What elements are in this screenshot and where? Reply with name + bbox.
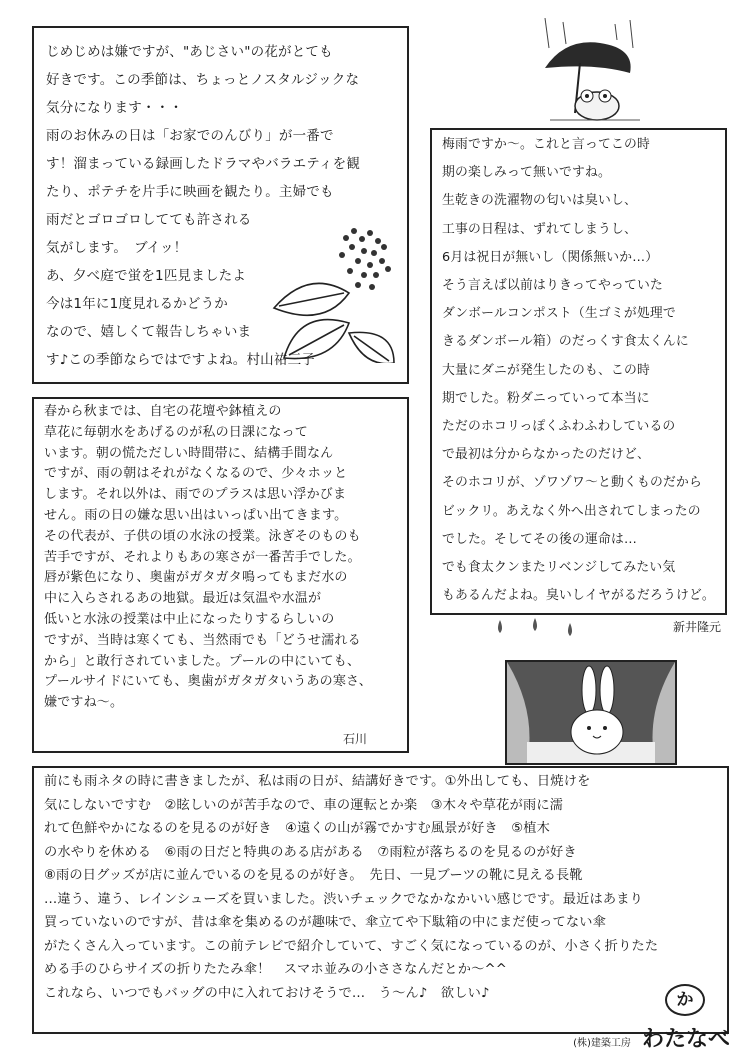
essay-box-hydrangea (32, 26, 409, 384)
text-line: 梅雨ですか〜。これと言ってこの時 (442, 137, 650, 152)
text-line: ですが、当時は寒くても、当然雨でも「どうせ濡れる (44, 632, 361, 648)
frog-umbrella-illustration (535, 18, 645, 128)
hydrangea-floret (359, 236, 365, 242)
text-line: プールサイドにいても、奥歯がガタガタいうあの寒さ、 (44, 674, 372, 690)
text-line: 生乾きの洗濯物の匂いは臭いし、 (442, 193, 637, 209)
text-line: もあるんだよね。臭いしイヤがるだろうけど。 (442, 588, 715, 604)
text-line: 気にしないですむ ②眩しいのが苦手なので、車の運転とか楽 ③木々や草花が雨に濡 (44, 797, 564, 813)
text-line: ⑧雨の日グッズが店に並んでいるのを見るのが好き。 先日、一見ブーツの靴に見える長靴 (44, 868, 583, 883)
essay-box-rainy-goods (32, 766, 729, 1034)
text-line: きるダンボール箱）のだっくす食太くんに (442, 334, 689, 350)
text-line: 期の楽しみって無いですね。 (442, 165, 611, 181)
hydrangea-floret (351, 228, 357, 234)
text-line: から」と敢行されていました。プールの中にいても、 (44, 653, 361, 669)
text-line: ダンボールコンポスト（生ゴミが処理で (442, 306, 676, 322)
text-line: 今は1年に1度見れるかどうか (46, 296, 228, 312)
hydrangea-floret (369, 284, 375, 290)
page-badge-text: か (676, 990, 694, 1010)
text-line: します。それ以外は、雨でのプラスは思い浮かびま (44, 487, 347, 503)
text-line: 中に入らされるあの地獄。最近は気温や水温が (44, 591, 322, 607)
hydrangea-floret (367, 230, 373, 236)
text-line: 期でした。粉ダニっていって本当に (442, 390, 650, 406)
rabbit-window-illustration (505, 660, 677, 765)
text-line: あ、夕べ庭で蛍を1匹見ましたよ (46, 268, 247, 284)
hydrangea-floret (385, 266, 391, 272)
text-line: 苦手ですが、それよりもあの寒さが一番苦手でした。 (44, 549, 361, 565)
text-line: じめじめは嫌ですが、"あじさい"の花がとても (46, 44, 333, 60)
text-line: でした。そしてその後の運命は… (442, 531, 637, 547)
hydrangea-illustration (254, 213, 404, 363)
text-line: がたくさん入っています。この前テレビで紹介していて、すごく気になっているのが、小さく折りたた (44, 938, 659, 954)
text-line: でも食太クンまたリベンジしてみたい気 (442, 560, 676, 575)
text-line: せん。雨の日の嫌な思い出はいっぱい出てきます。 (44, 508, 348, 523)
rabbit-icon (507, 662, 675, 763)
text-line: 好きです。この季節は、ちょっとノスタルジックな (46, 72, 360, 88)
hydrangea-floret (361, 248, 367, 254)
essay-box-rainy-season (430, 128, 727, 634)
text-line: 気がします。 ブイッ！ (46, 240, 188, 256)
text-line: これなら、いつでもバッグの中に入れておけそうで… う〜ん♪ 欲しい♪ (44, 985, 490, 1001)
text-line: 唇が紫色になり、奥歯がガタガタ鳴ってもまだ水の (44, 570, 348, 586)
text-line: ビックリ。あえなく外へ出されてしまったの (442, 503, 701, 519)
author-signature: 新井隆元 (672, 620, 721, 634)
hydrangea-floret (367, 262, 373, 268)
text-line: そう言えば以前はりきってやっていた (442, 278, 663, 293)
author-signature: 石川 (342, 732, 367, 746)
text-line: ただのホコリっぽくふわふわしているの (442, 419, 676, 434)
text-line: 雨のお休みの日は「お家でのんびり」が一番で (46, 128, 334, 144)
text-line: …違う、違う、レインシューズを買いました。渋いチェックでなかなかいい感じです。最近はあまり (44, 891, 644, 907)
text-line: す！溜まっている録画したドラマやバラエティを観 (46, 156, 361, 172)
text-line: 前にも雨ネタの時に書きましたが、私は雨の日が、結講好きです。①外出しても、日焼けを (44, 774, 591, 789)
text-line: そのホコリが、ゾワゾワ〜と動くものだから (442, 475, 702, 491)
text-line: の水やりを休める ⑥雨の日だと特典のある店がある ⑦雨粒が落ちるのを見るのが好き (44, 844, 577, 860)
text-line: その代表が、子供の頃の水泳の授業。泳ぎそのものも (44, 528, 361, 544)
hydrangea-floret (361, 272, 367, 278)
text-line: 気分になります・・・ (46, 100, 183, 116)
text-line: 嫌ですね〜。 (44, 695, 124, 711)
hydrangea-floret (339, 252, 345, 258)
text-line: 買っていないのですが、昔は傘を集めるのが趣味で、傘立てや下駄箱の中にまだ使ってない傘 (44, 915, 607, 930)
text-line: なので、嬉しくて報告しちゃいま (46, 324, 252, 340)
company-prefix: (株)建築工房 (573, 1038, 631, 1049)
text-line: 6月は祝日が無いし（関係無いか…） (442, 249, 659, 265)
text-line: 草花に毎朝水をあげるのが私の日課になって (44, 424, 309, 440)
text-line: 雨だとゴロゴロしてても許される (46, 212, 252, 228)
hydrangea-floret (371, 250, 377, 256)
company-logo (573, 1022, 730, 1053)
text-line: 春から秋までは、自宅の花壇や鉢植えの (44, 404, 282, 419)
hydrangea-floret (355, 282, 361, 288)
hydrangea-floret (373, 272, 379, 278)
text-line: める手のひらサイズの折りたたみ傘！ スマホ並みの小ささなんだとか〜^^ (44, 962, 507, 977)
text-line: います。朝の慌ただしい時間帯に、結構手間なん (44, 445, 334, 461)
text-line: 工事の日程は、ずれてしまうし、 (442, 221, 637, 237)
text-line: れて色鮮やかになるのを見るのが好き ④遠くの山が霧でかすむ風景が好き ⑤植木 (44, 821, 550, 836)
hydrangea-floret (375, 238, 381, 244)
text-line: 大量にダニが発生したのも、この時 (442, 362, 650, 378)
text-line: 低いと水泳の授業は中止になったりするらしいの (44, 612, 335, 627)
hydrangea-floret (381, 244, 387, 250)
text-line: で最初は分からなかったのだけど、 (442, 447, 650, 463)
company-name: わたなべ (641, 1026, 730, 1052)
text-line: たり、ポテチを片手に映画を観たり。主婦でも (46, 184, 334, 200)
hydrangea-floret (349, 244, 355, 250)
text-line: ですが、雨の朝はそれがなくなるので、少々ホッと (44, 466, 348, 482)
hydrangea-floret (379, 258, 385, 264)
raindrop-icons (490, 615, 610, 645)
hydrangea-floret (355, 258, 361, 264)
essay-box-swimming (32, 397, 409, 753)
page-badge (665, 984, 705, 1016)
hydrangea-floret (343, 235, 349, 241)
hydrangea-floret (347, 268, 353, 274)
text-line: す♪この季節ならではですよね。村山祐三子 (46, 352, 315, 368)
